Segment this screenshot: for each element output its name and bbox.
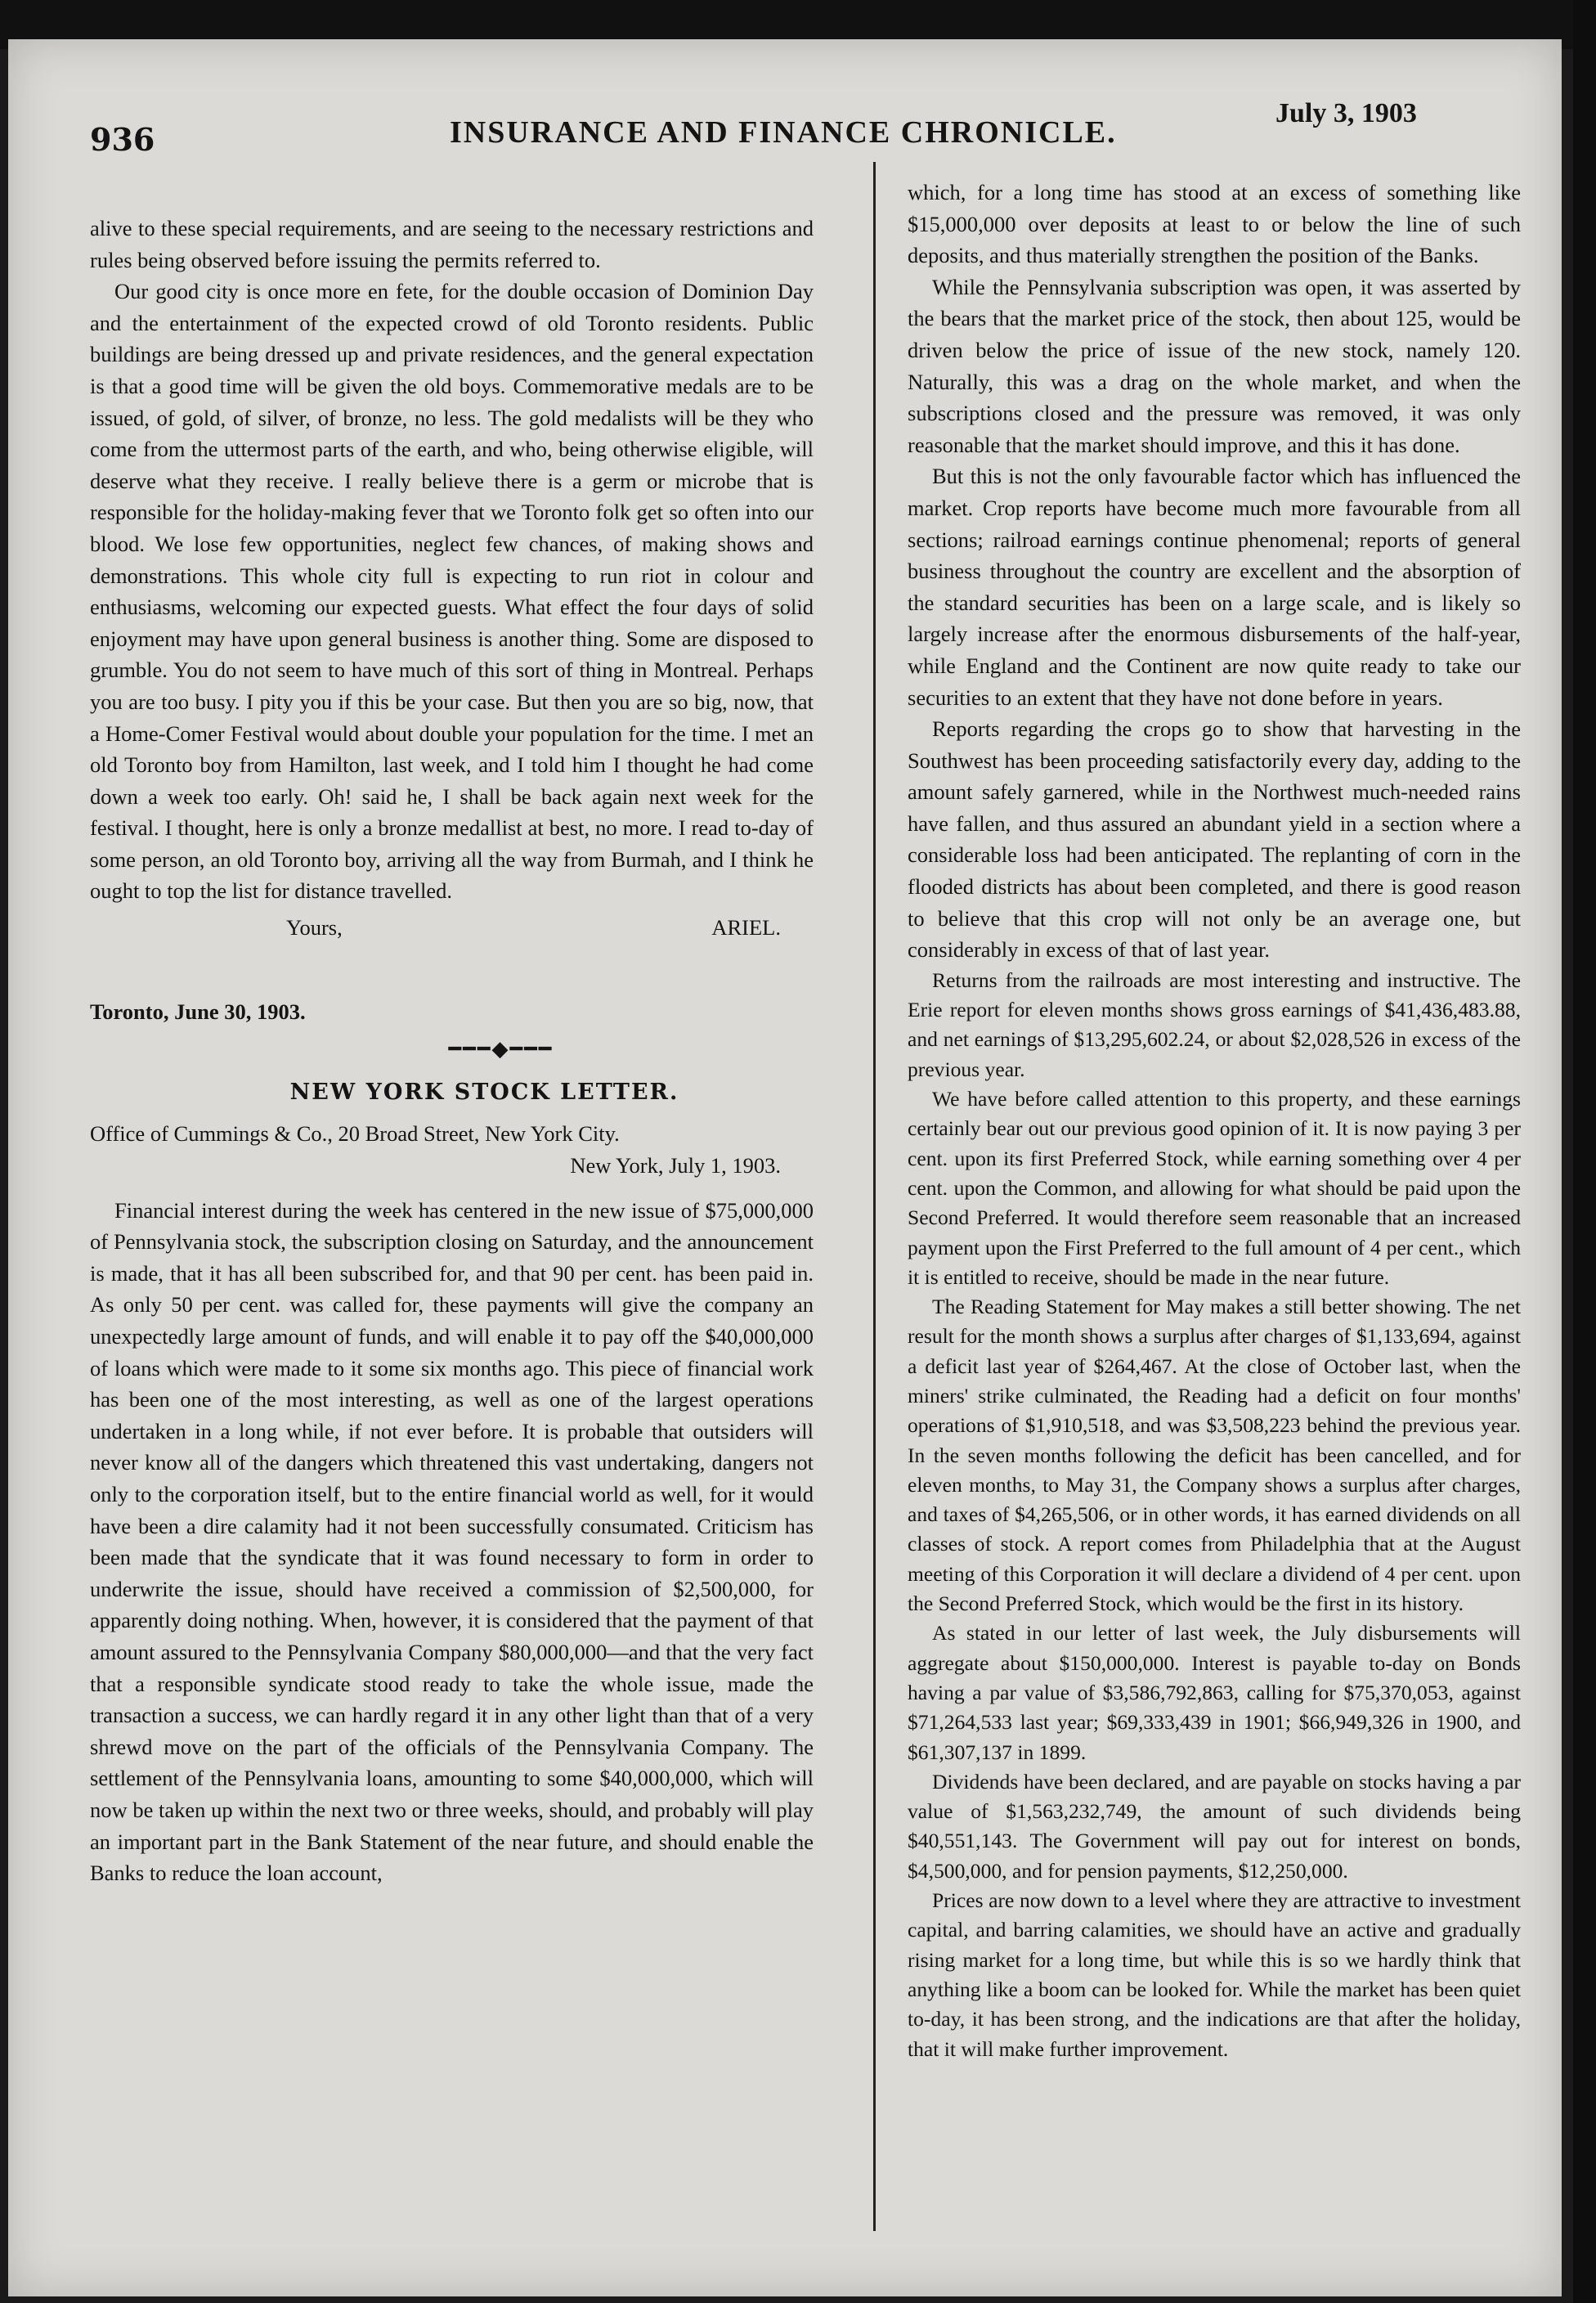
paragraph: We have before called attention to this property, and these earnings certainly bear out our previous good opinion of it. It is now paying 3 per cent. upon its first Preferred Stock, while earning something over 4 per cent. upon the Common, and allowing for what should be paid upon the Second Preferred. It would therefore seem reasonable that an increased payment upon the First Preferred to the full amount of 4 per cent., which it is entitled to receive, should be made in the near future. bbox=[908, 1087, 1521, 1289]
paragraph: While the Pennsylvania subscription was open, it was asserted by the bears that the market price of the stock, then about 125, would be driven below the price of issue of the new stock, namely 120. Naturally, this was a drag on the whole market, and when the subscriptions closed and the pressure was removed, it was only reasonable that the market should improve, and this it has done. bbox=[908, 274, 1521, 457]
signoff: Yours, bbox=[286, 915, 343, 941]
paragraph: But this is not the only favourable factor which has influenced the market. Crop reports have become much more favourable from all sections; railroad earnings continue phenomenal; reports of general business throughout the country are excellent and the absorption of the standard securities has been on a large scale, and is likely so largely increase after the enormous disbursements of the half-year, while England and the Continent are now quite ready to take our securities to an extent that they have not done before in years. bbox=[908, 464, 1521, 710]
column-divider bbox=[873, 162, 876, 2231]
letter-date: New York, July 1, 1903. bbox=[570, 1153, 781, 1178]
paragraph: Returns from the railroads are most interesting and instructive. The Erie report for eleven months shows gross earnings of $41,436,483.88, and net earnings of $13,295,602.24, or about $2,028,526 in excess of the previous year. bbox=[908, 967, 1521, 1081]
paragraph: Reports regarding the crops go to show that harvesting in the Southwest has been proceeding satisfactorily every day, adding to the amount safely garnered, while in the Northwest much-needed rains have fallen, and thus assured an abundant yield in a section where a considerable loss had been anticipated. The replanting of corn in the flooded districts has about been completed, and there is good reason to believe that this crop will not only be an average one, but considerably in excess of that of last year. bbox=[908, 716, 1521, 963]
paragraph: As stated in our letter of last week, the July disbursements will aggregate about $150,000,000. Interest is payable to-day on Bonds having a par value of $3,586,792,863, calling for $75,370,053, against $71,264,533 last year; $69,333,439 in 1901; $66,949,326 in 1900, and $61,307,137 in 1899. bbox=[908, 1621, 1521, 1764]
right-column bbox=[908, 177, 1521, 2064]
paragraph: which, for a long time has stood at an excess of something like $15,000,000 over deposits at least to or below the line of such deposits, and thus materially strengthen the position of the Banks. bbox=[908, 180, 1521, 268]
section-heading: NEW YORK STOCK LETTER. bbox=[289, 1079, 679, 1105]
ornament-divider: ━━━◆━━━ bbox=[448, 1037, 554, 1062]
paragraph: alive to these special requirements, and are seeing to the necessary restrictions and rules being observed before issuing the permits referred to. bbox=[90, 216, 814, 272]
page-number: 936 bbox=[90, 121, 155, 158]
signature: ARIEL. bbox=[711, 915, 781, 941]
paragraph: Our good city is once more en fete, for the double occasion of Dominion Day and the entertainment of the expected crowd of old Toronto residents. Public buildings are being dressed up and private residences, and the general expectation is that a good time will be given the old boys. Commemorative medals are to be issued, of gold, of silver, of bronze, no less. The gold medalists will be they who come from the uttermost parts of the earth, and who, being otherwise eligible, will deserve what they receive. I really believe there is a germ or microbe that is responsible for the holiday-making fever that we Toronto folk get so often into our blood. We lose few opportunities, neglect few chances, of making shows and demonstrations. This whole city full is expecting to run riot in colour and enthusiasms, welcoming our expected guests. What effect the four days of solid enjoyment may have upon general business is another thing. Some are disposed to grumble. You do not seem to have much of this sort of thing in Montreal. Perhaps you are too busy. I pity you if this be your case. But then you are so big, now, that a Home-Comer Festival would about double your population for the time. I met an old Toronto boy from Hamilton, last week, and I told him I thought he had come down a week too early. Oh! said he, I shall be back again next week for the festival. I thought, here is only a bronze medallist at best, no more. I read to-day of some person, an old Toronto boy, arriving all the way from Burmah, and I think he ought to top the list for distance travelled. bbox=[90, 279, 814, 904]
dateline: Toronto, June 30, 1903. bbox=[90, 999, 306, 1024]
paragraph: Prices are now down to a level where they are attractive to investment capital, and barring calamities, we should have an active and gradually rising market for a long time, but while this is so we hardly think that anything like a boom can be looked for. While the market has been quiet to-day, it has been strong, and the indications are that after the holiday, that it will make further improvement. bbox=[908, 1888, 1521, 2061]
scan-border-right bbox=[1573, 0, 1596, 2303]
paragraph: Financial interest during the week has centered in the new issue of $75,000,000 of Pennsylvania stock, the subscription closing on Saturday, and the announcement is made, that it has all been subscribed for, and that 90 per cent. has been paid in. As only 50 per cent. was called for, these payments will give the company an unexpectedly large amount of funds, and will enable it to pay off the $40,000,000 of loans which were made to it some six months ago. This piece of financial work has been one of the most interesting, as well as one of the largest operations undertaken in a long while, if not ever before. It is probable that outsiders will never know all of the dangers which threatened this vast undertaking, dangers not only to the corporation itself, but to the entire financial world as well, for it would have been a dire calamity had it not been successfully consumated. Criticism has been made that the syndicate that it was found necessary to form in order to underwrite the issue, should have received a commission of $2,500,000, for apparently doing nothing. When, however, it is considered that the payment of that amount assured to the Pennsylvania Company $80,000,000—and that the very fact that a responsible syndicate stood ready to take the whole issue, made the transaction a success, we can hardly regard it in any other light than that of a very shrewd move on the part of the officials of the Pennsylvania Company. The settlement of the Pennsylvania loans, amounting to some $40,000,000, which will now be taken up within the next two or three weeks, should, and probably will play an important part in the Bank Statement of the near future, and should enable the Banks to reduce the loan account, bbox=[90, 1197, 814, 1886]
newspaper-page bbox=[8, 39, 1562, 2296]
issue-date: July 3, 1903 bbox=[1275, 98, 1417, 128]
paragraph: The Reading Statement for May makes a still better showing. The net result for the month shows a surplus after charges of $1,133,694, against a deficit last year of $264,467. At the close of October last, when the miners' strike culminated, the Reading had a deficit on four months' operations of $1,910,518, and was $3,508,223 behind the previous year. In the seven months following the deficit has been cancelled, and for eleven months, to May 31, the Company shows a surplus after charges, and taxes of $4,265,506, or in other words, it has earned dividends on all classes of stock. A report comes from Philadelphia that at the August meeting of this Corporation it will declare a dividend of 4 per cent. upon the Second Preferred Stock, which would be the first in its history. bbox=[908, 1295, 1521, 1616]
letter-signature-block bbox=[286, 912, 781, 944]
paragraph: Dividends have been declared, and are payable on stocks having a par value of $1,563,232,749, the amount of such dividends being $40,551,143. The Government will pay out for interest on bonds, $4,500,000, and for pension payments, $12,250,000. bbox=[908, 1769, 1521, 1883]
office-line: Office of Cummings & Co., 20 Broad Street, New York City. bbox=[90, 1121, 620, 1147]
publication-title: INSURANCE AND FINANCE CHRONICLE. bbox=[450, 115, 1117, 150]
left-column bbox=[90, 213, 814, 1889]
